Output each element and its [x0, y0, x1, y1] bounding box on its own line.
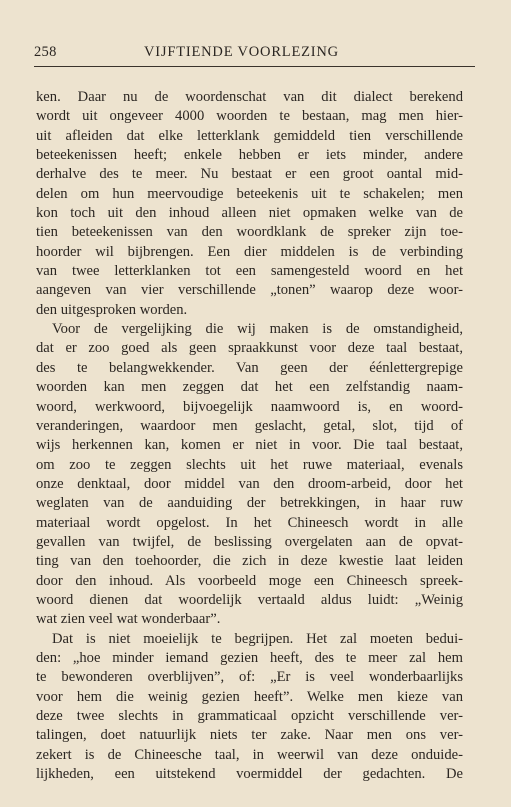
- text-line: deze twee slechts in grammaticaal opzicht verschillende ver-: [36, 708, 463, 724]
- text-line: materiaal wordt opgelost. In het Chineesch wordt in alle: [36, 514, 463, 531]
- text-line: dat er zoo goed als geen spraakkunst voor deze taal bestaat,: [36, 340, 463, 357]
- body-text: [36, 88, 463, 784]
- text-line: lijkheden, een uitstekend voermiddel der gedachten. De: [36, 766, 463, 783]
- text-line: te bewonderen overblijven”, of: „Er is veel wonderbaarlijks: [36, 669, 463, 686]
- text-line: des te belangwekkender. Van geen der éénlettergrepige: [36, 359, 463, 376]
- text-line: delen om hun meervoudige beteekenis uit te schakelen; men: [36, 185, 463, 202]
- text-line: Dat is niet moeielijk te begrijpen. Het zal moeten bedui-: [52, 630, 463, 647]
- text-line: veranderingen, waardoor men geslacht, getal, slot, tijd of: [36, 417, 463, 434]
- text-line: beteekenissen heeft; enkele hebben er iets minder, andere: [36, 147, 463, 164]
- text-line: talingen, doet natuurlijk niets ter zake. Naar men ons ver-: [36, 727, 463, 744]
- text-line: Voor de vergelijking die wij maken is de omstandigheid,: [52, 321, 463, 338]
- text-line: onze denktaal, door middel van den droom-arbeid, door het: [36, 475, 463, 492]
- text-line: ken. Daar nu de woordenschat van dit dialect berekend: [36, 89, 463, 105]
- text-line: wijs herkennen kan, komen er niet in voor. Die taal bestaat,: [36, 437, 463, 454]
- text-line: woord dienen dat woordelijk vertaald aldus luidt: „Weinig: [36, 591, 463, 608]
- text-line: wordt uit ongeveer 4000 woorden te bestaan, mag men hier-: [36, 108, 463, 125]
- text-line: van twee letterklanken tot een samengesteld woord en het: [36, 263, 463, 280]
- text-line: zekert is de Chineesche taal, in weerwil van deze onduide-: [36, 746, 463, 763]
- text-line: kon toch uit den inhoud alleen niet opmaken welke van de: [36, 205, 463, 222]
- text-line: door den inhoud. Als voorbeeld moge een Chineesch spreek-: [36, 572, 463, 589]
- page-number: 258: [34, 44, 57, 60]
- text-line: hoorder wil bijbrengen. Een dier middelen is de verbinding: [36, 243, 463, 260]
- text-line: tien beteekenissen van den woordklank de spreker zijn toe-: [36, 224, 463, 241]
- text-line: woord, werkwoord, bijvoegelijk naamwoord is, en woord-: [36, 398, 463, 415]
- text-line: om zoo te zeggen slechts uit het ruwe materiaal, evenals: [36, 456, 463, 473]
- text-line: uit afleiden dat elke letterklank gemiddeld tien verschillende: [36, 127, 463, 144]
- text-line: derhalve des te meer. Nu bestaat er een groot oantal mid-: [36, 166, 463, 183]
- text-line: voor hem die weinig gezien heeft”. Welke men kieze van: [36, 688, 463, 705]
- text-line: den: „hoe minder iemand gezien heeft, des te meer zal hem: [36, 649, 463, 666]
- text-line: ting van den toehoorder, die zich in deze kwestie laat leiden: [36, 553, 463, 570]
- text-line: weglaten van de aanduiding der betrekkingen, in haar ruw: [36, 495, 463, 512]
- text-line: den uitgesproken worden.: [36, 301, 188, 318]
- running-title: VIJFTIENDE VOORLEZING: [144, 44, 339, 60]
- page-header: [34, 36, 475, 67]
- text-line: gevallen van twijfel, de beslissing overgelaten aan de opvat-: [36, 533, 463, 550]
- text-line: woorden kan men zeggen dat het een zelfstandig naam-: [36, 379, 463, 396]
- text-line: aangeven van vier verschillende „tonen” waarop deze woor-: [36, 282, 463, 299]
- text-line: wat zien veel wat wonderbaar”.: [36, 611, 221, 628]
